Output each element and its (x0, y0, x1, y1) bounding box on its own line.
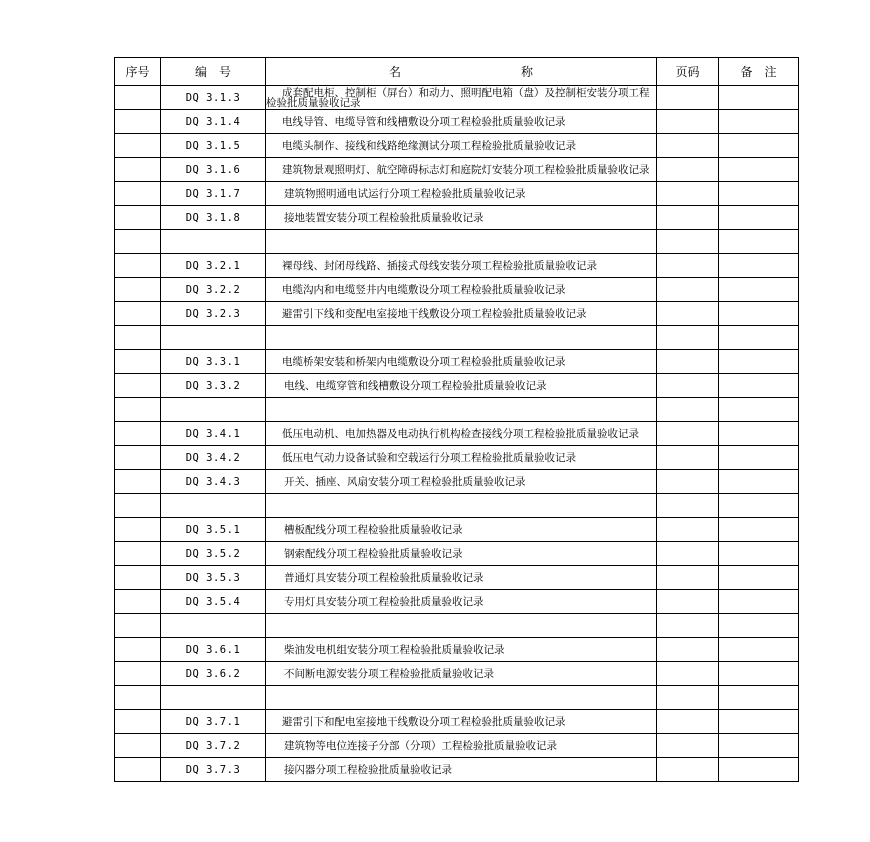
note-cell (719, 350, 799, 374)
note-cell (719, 614, 799, 638)
page-cell (657, 158, 719, 182)
code-cell (161, 494, 266, 518)
record-name: 电缆头制作、接线和线路绝缘测试分项工程检验批质量验收记录 (282, 139, 576, 152)
table-row (115, 614, 799, 638)
name-cell (266, 134, 657, 158)
page-cell (657, 638, 719, 662)
header-code: 编 号 (161, 58, 266, 86)
record-name: 槽板配线分项工程检验批质量验收记录 (284, 523, 463, 536)
code-cell (161, 686, 266, 710)
table-row (115, 662, 799, 686)
seq-cell (115, 110, 161, 134)
page-cell (657, 542, 719, 566)
page-cell (657, 110, 719, 134)
note-cell (719, 230, 799, 254)
seq-cell (115, 734, 161, 758)
seq-cell (115, 590, 161, 614)
code-cell: DQ 3.1.4 (161, 110, 266, 134)
name-cell (266, 158, 657, 182)
record-name: 建筑物照明通电试运行分项工程检验批质量验收记录 (284, 187, 526, 200)
seq-cell (115, 158, 161, 182)
name-cell (266, 470, 657, 494)
seq-cell (115, 398, 161, 422)
seq-cell (115, 182, 161, 206)
page-cell (657, 398, 719, 422)
record-name: 电线导管、电缆导管和线槽敷设分项工程检验批质量验收记录 (282, 115, 566, 128)
record-name: 钢索配线分项工程检验批质量验收记录 (284, 547, 463, 560)
seq-cell (115, 566, 161, 590)
note-cell (719, 734, 799, 758)
note-cell (719, 326, 799, 350)
code-cell: DQ 3.7.3 (161, 758, 266, 782)
seq-cell (115, 206, 161, 230)
seq-cell (115, 302, 161, 326)
code-cell: DQ 3.3.2 (161, 374, 266, 398)
name-cell (266, 374, 657, 398)
table-row (115, 758, 799, 782)
code-cell: DQ 3.4.2 (161, 446, 266, 470)
record-name: 不间断电源安装分项工程检验批质量验收记录 (284, 667, 494, 680)
record-name: 低压电气动力设备试验和空载运行分项工程检验批质量验收记录 (282, 451, 576, 464)
table-row (115, 518, 799, 542)
table-row (115, 686, 799, 710)
code-cell: DQ 3.4.3 (161, 470, 266, 494)
name-cell (266, 446, 657, 470)
note-cell (719, 590, 799, 614)
note-cell (719, 374, 799, 398)
code-cell (161, 326, 266, 350)
seq-cell (115, 542, 161, 566)
seq-cell (115, 230, 161, 254)
name-cell (266, 302, 657, 326)
seq-cell (115, 350, 161, 374)
code-cell: DQ 3.2.2 (161, 278, 266, 302)
table-row (115, 206, 799, 230)
header-seq: 序号 (115, 58, 161, 86)
code-cell: DQ 3.1.3 (161, 86, 266, 110)
header-name: 名 称 (266, 58, 657, 86)
name-cell (266, 326, 657, 350)
name-cell (266, 254, 657, 278)
seq-cell (115, 494, 161, 518)
note-cell (719, 470, 799, 494)
seq-cell (115, 470, 161, 494)
name-cell (266, 278, 657, 302)
note-cell (719, 254, 799, 278)
table-row (115, 158, 799, 182)
code-cell (161, 398, 266, 422)
table-row (115, 446, 799, 470)
table-row (115, 734, 799, 758)
page-cell (657, 758, 719, 782)
table-row (115, 470, 799, 494)
name-cell (266, 350, 657, 374)
page-cell (657, 254, 719, 278)
name-cell (266, 422, 657, 446)
note-cell (719, 446, 799, 470)
code-cell: DQ 3.5.4 (161, 590, 266, 614)
page-cell (657, 278, 719, 302)
record-name: 专用灯具安装分项工程检验批质量验收记录 (284, 595, 484, 608)
code-cell: DQ 3.1.5 (161, 134, 266, 158)
header-row (115, 58, 799, 86)
seq-cell (115, 710, 161, 734)
page-cell (657, 686, 719, 710)
note-cell (719, 758, 799, 782)
table-row (115, 566, 799, 590)
name-cell (266, 686, 657, 710)
code-cell: DQ 3.5.2 (161, 542, 266, 566)
table-row (115, 542, 799, 566)
table-row (115, 494, 799, 518)
page-cell (657, 182, 719, 206)
note-cell (719, 686, 799, 710)
name-cell (266, 86, 657, 110)
code-cell: DQ 3.7.2 (161, 734, 266, 758)
seq-cell (115, 86, 161, 110)
table-row (115, 182, 799, 206)
page-cell (657, 734, 719, 758)
code-cell: DQ 3.4.1 (161, 422, 266, 446)
note-cell (719, 638, 799, 662)
code-cell: DQ 3.5.3 (161, 566, 266, 590)
code-cell: DQ 3.3.1 (161, 350, 266, 374)
note-cell (719, 710, 799, 734)
code-cell: DQ 3.1.8 (161, 206, 266, 230)
table-row (115, 134, 799, 158)
note-cell (719, 566, 799, 590)
code-cell: DQ 3.1.6 (161, 158, 266, 182)
seq-cell (115, 518, 161, 542)
seq-cell (115, 278, 161, 302)
record-name: 建筑物景观照明灯、航空障碍标志灯和庭院灯安装分项工程检验批质量验收记录 (282, 163, 650, 176)
name-cell (266, 590, 657, 614)
name-cell (266, 710, 657, 734)
table-row (115, 710, 799, 734)
table-row (115, 254, 799, 278)
record-name: 接地装置安装分项工程检验批质量验收记录 (284, 211, 484, 224)
record-name: 柴油发电机组安装分项工程检验批质量验收记录 (284, 643, 505, 656)
note-cell (719, 494, 799, 518)
name-cell (266, 638, 657, 662)
code-cell: DQ 3.2.3 (161, 302, 266, 326)
record-index-table (114, 57, 799, 782)
note-cell (719, 158, 799, 182)
page-cell (657, 518, 719, 542)
page-cell (657, 662, 719, 686)
name-cell (266, 110, 657, 134)
page-cell (657, 374, 719, 398)
record-name: 低压电动机、电加热器及电动执行机构检查接线分项工程检验批质量验收记录 (282, 427, 639, 440)
table-row (115, 422, 799, 446)
seq-cell (115, 422, 161, 446)
header-page: 页码 (657, 58, 719, 86)
note-cell (719, 398, 799, 422)
table-row (115, 230, 799, 254)
header-note: 备 注 (719, 58, 799, 86)
seq-cell (115, 614, 161, 638)
note-cell (719, 86, 799, 110)
seq-cell (115, 134, 161, 158)
note-cell (719, 182, 799, 206)
page-cell (657, 206, 719, 230)
page-cell (657, 350, 719, 374)
page-cell (657, 566, 719, 590)
code-cell (161, 230, 266, 254)
table-row (115, 350, 799, 374)
record-name: 成套配电柜、控制柜（屏台）和动力、照明配电箱（盘）及控制柜安装分项工程检验批质量验收记录 (266, 86, 650, 109)
note-cell (719, 302, 799, 326)
record-name: 电缆桥架安装和桥架内电缆敷设分项工程检验批质量验收记录 (282, 355, 566, 368)
name-cell (266, 614, 657, 638)
record-name: 避雷引下线和变配电室接地干线敷设分项工程检验批质量验收记录 (282, 307, 587, 320)
name-cell (266, 230, 657, 254)
page-cell (657, 494, 719, 518)
seq-cell (115, 374, 161, 398)
record-name: 开关、插座、风扇安装分项工程检验批质量验收记录 (284, 475, 526, 488)
seq-cell (115, 446, 161, 470)
seq-cell (115, 758, 161, 782)
record-name: 普通灯具安装分项工程检验批质量验收记录 (284, 571, 484, 584)
name-cell (266, 206, 657, 230)
name-cell (266, 758, 657, 782)
table-row (115, 302, 799, 326)
seq-cell (115, 638, 161, 662)
name-cell (266, 398, 657, 422)
record-name: 电缆沟内和电缆竖井内电缆敷设分项工程检验批质量验收记录 (282, 283, 566, 296)
page-cell (657, 446, 719, 470)
code-cell: DQ 3.2.1 (161, 254, 266, 278)
name-cell (266, 566, 657, 590)
page-cell (657, 230, 719, 254)
table-row (115, 110, 799, 134)
record-name: 避雷引下和配电室接地干线敷设分项工程检验批质量验收记录 (282, 715, 566, 728)
seq-cell (115, 686, 161, 710)
code-cell: DQ 3.7.1 (161, 710, 266, 734)
code-cell (161, 614, 266, 638)
record-name: 裸母线、封闭母线路、插接式母线安装分项工程检验批质量验收记录 (282, 259, 597, 272)
table-row (115, 590, 799, 614)
seq-cell (115, 326, 161, 350)
name-cell (266, 494, 657, 518)
table-row (115, 326, 799, 350)
name-cell (266, 734, 657, 758)
table-body (115, 86, 799, 782)
note-cell (719, 662, 799, 686)
page-cell (657, 422, 719, 446)
record-name: 建筑物等电位连接子分部（分项）工程检验批质量验收记录 (284, 739, 557, 752)
table-row (115, 278, 799, 302)
page-cell (657, 710, 719, 734)
page-cell (657, 326, 719, 350)
seq-cell (115, 662, 161, 686)
page-cell (657, 614, 719, 638)
table-row (115, 374, 799, 398)
note-cell (719, 134, 799, 158)
name-cell (266, 182, 657, 206)
seq-cell (115, 254, 161, 278)
note-cell (719, 278, 799, 302)
note-cell (719, 542, 799, 566)
page-cell (657, 302, 719, 326)
name-cell (266, 662, 657, 686)
note-cell (719, 422, 799, 446)
name-cell (266, 518, 657, 542)
table-row (115, 86, 799, 110)
record-name: 电线、电缆穿管和线槽敷设分项工程检验批质量验收记录 (284, 379, 547, 392)
note-cell (719, 518, 799, 542)
code-cell: DQ 3.6.2 (161, 662, 266, 686)
name-cell (266, 542, 657, 566)
table-row (115, 638, 799, 662)
note-cell (719, 206, 799, 230)
code-cell: DQ 3.1.7 (161, 182, 266, 206)
note-cell (719, 110, 799, 134)
page-cell (657, 590, 719, 614)
code-cell: DQ 3.5.1 (161, 518, 266, 542)
code-cell: DQ 3.6.1 (161, 638, 266, 662)
page-cell (657, 470, 719, 494)
table-row (115, 398, 799, 422)
page-cell (657, 86, 719, 110)
record-name: 接闪器分项工程检验批质量验收记录 (284, 763, 452, 776)
page-cell (657, 134, 719, 158)
